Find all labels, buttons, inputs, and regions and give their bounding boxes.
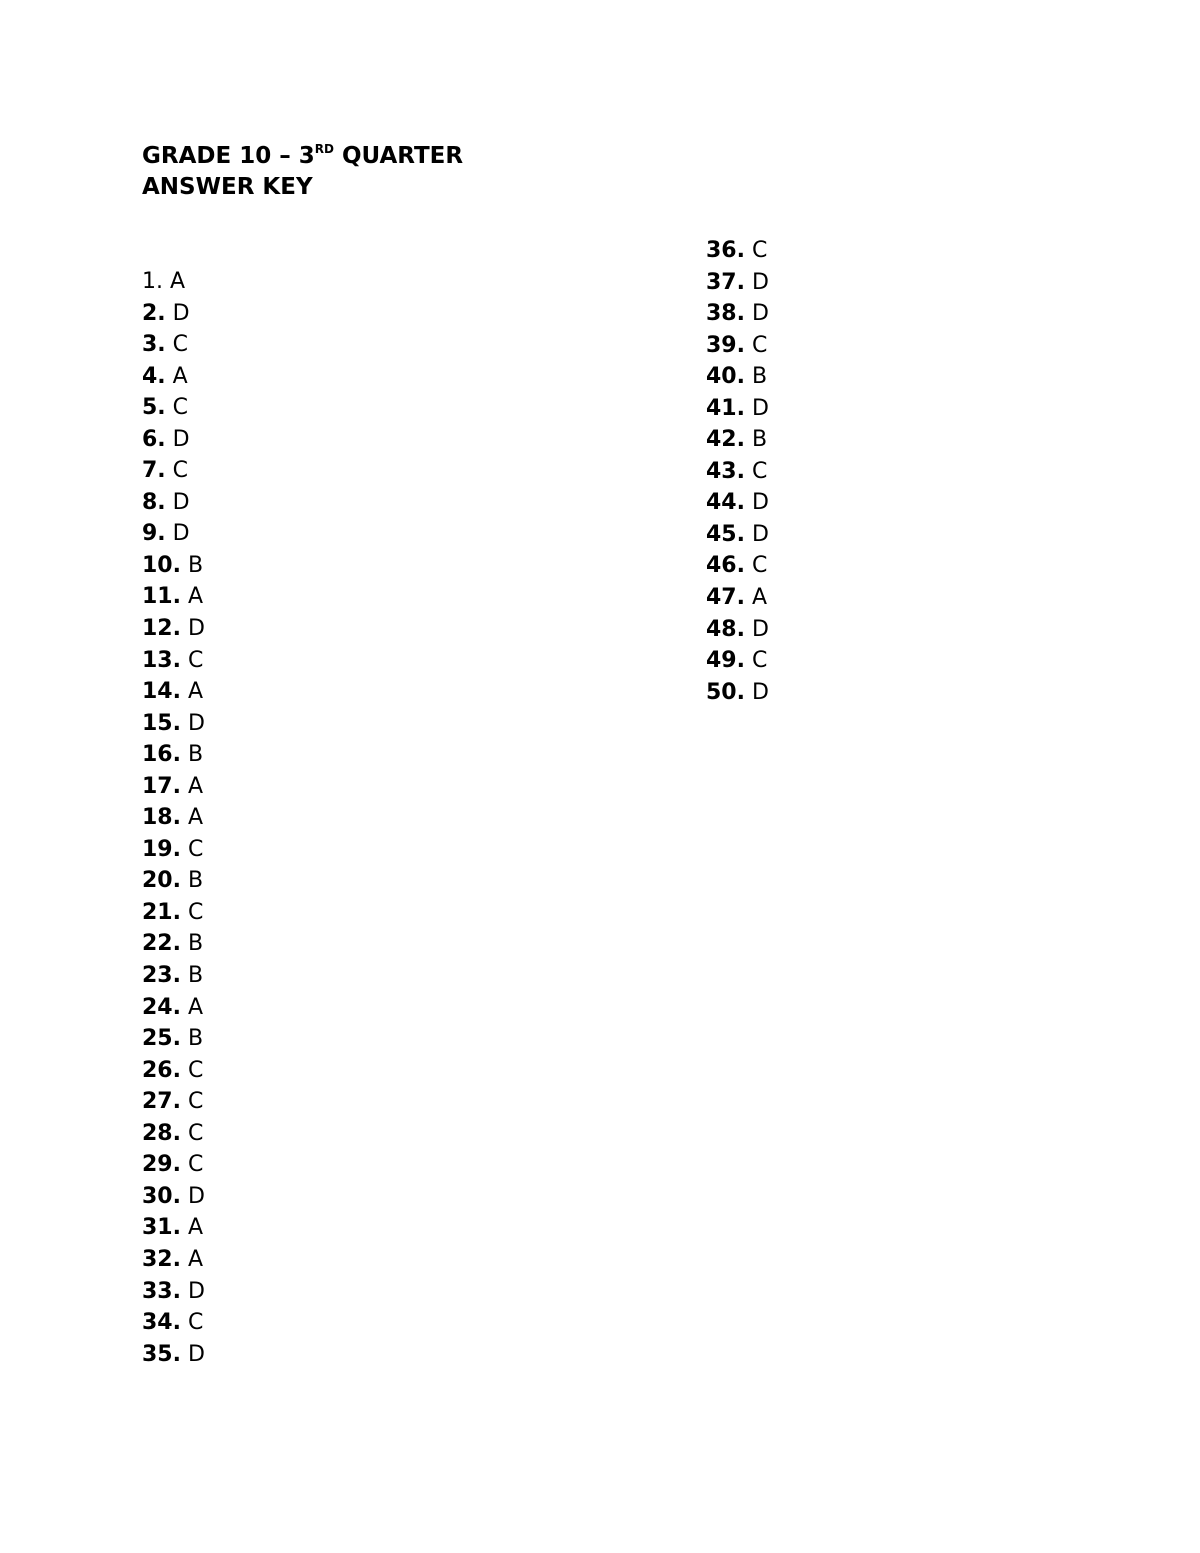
answer-item [706,487,769,519]
question-number: 35. [142,1341,181,1367]
answer-item [142,1244,205,1276]
question-number: 21. [142,899,181,925]
page-title [142,141,463,172]
question-number: 36. [706,238,745,263]
answer-letter: D [172,426,190,452]
question-number: 5. [142,395,166,421]
answer-item [142,802,205,834]
answer-item [706,330,769,362]
answer-letter: C [187,1310,204,1336]
answer-letter: D [751,395,769,421]
question-number: 20. [142,868,181,894]
answer-item [142,1086,205,1118]
answer-item [142,865,205,897]
question-number: 32. [142,1246,181,1272]
answer-letter: C [187,1089,204,1115]
question-number: 41. [706,395,745,421]
answer-item [706,267,769,299]
answer-letter: C [751,553,768,579]
question-number: 14. [142,679,181,705]
question-number: 3. [142,332,166,358]
answer-letter: D [172,300,190,326]
question-number: 4. [142,363,166,389]
answer-item [142,1276,205,1308]
answer-letter: A [751,585,768,611]
answer-item [142,581,205,613]
answer-letter: A [187,1215,204,1241]
answer-item [142,708,205,740]
question-number: 11. [142,584,181,610]
answer-letter: B [187,1026,204,1052]
title-ordinal-superscript: RD [314,142,334,156]
question-number: 18. [142,805,181,831]
answer-item [706,361,769,393]
question-number: 9. [142,521,166,547]
question-number: 43. [706,458,745,484]
answer-letter: D [187,710,205,736]
question-number: 45. [706,521,745,547]
answer-item [142,455,205,487]
answer-item [706,614,769,646]
answer-letter: A [187,805,204,831]
question-number: 49. [706,648,745,674]
page-subtitle: ANSWER KEY [142,174,313,200]
answer-item [142,1212,205,1244]
answer-item [142,613,205,645]
answer-item [142,361,205,393]
question-number: 50. [706,679,745,705]
question-number: 31. [142,1215,181,1241]
question-number: 40. [706,364,745,390]
answer-letter: A [187,773,204,799]
question-number: 38. [706,301,745,327]
answer-letter: C [172,332,189,358]
question-number: 26. [142,1057,181,1083]
answer-letter: A [170,269,186,294]
answer-item [142,298,205,330]
answer-item [142,424,205,456]
answer-item [142,1307,205,1339]
answer-letter: D [751,301,769,327]
answer-item [142,1181,205,1213]
answer-letter: C [751,238,768,263]
answer-letter: B [187,868,204,894]
answer-letter: D [172,521,190,547]
answer-item [142,992,205,1024]
answer-letter: B [751,364,768,390]
answer-letter: C [187,1152,204,1178]
answer-letter: D [172,489,190,515]
answer-item [142,739,205,771]
answer-letter: A [187,584,204,610]
answer-item [142,487,205,519]
answer-item [706,393,769,425]
answer-letter: D [751,616,769,642]
answer-item [142,928,205,960]
answer-item [706,519,769,551]
question-number: 16. [142,742,181,768]
answer-letter: C [187,1057,204,1083]
answer-letter: B [187,963,204,989]
answer-item [142,266,205,298]
question-number: 24. [142,994,181,1020]
answer-letter: C [751,648,768,674]
answer-letter: D [187,1183,205,1209]
answer-item [142,392,205,424]
answer-item [142,550,205,582]
answer-item [142,1149,205,1181]
answer-item [142,834,205,866]
question-number: 13. [142,647,181,673]
question-number: 34. [142,1310,181,1336]
answer-item [142,771,205,803]
answer-item [142,1118,205,1150]
answer-item [142,329,205,361]
answer-letter: C [751,458,768,484]
answer-item [706,235,769,267]
answer-item [706,456,769,488]
question-number: 44. [706,490,745,516]
answer-letter: C [187,647,204,673]
answer-item [142,518,205,550]
answer-letter: B [187,742,204,768]
question-number: 27. [142,1089,181,1115]
question-number: 6. [142,426,166,452]
answer-letter: C [172,395,189,421]
question-number: 19. [142,836,181,862]
question-number: 39. [706,332,745,358]
question-number: 8. [142,489,166,515]
answer-letter: A [187,994,204,1020]
question-number: 29. [142,1152,181,1178]
answer-item [142,960,205,992]
question-number: 22. [142,931,181,957]
answer-letter: A [172,363,188,389]
title-prefix: GRADE 10 – 3 [142,143,315,169]
answer-letter: D [187,1278,205,1304]
question-number: 25. [142,1026,181,1052]
answer-letter: D [187,616,205,642]
answer-item [142,1023,205,1055]
question-number: 28. [142,1120,181,1146]
question-number: 48. [706,616,745,642]
answer-letter: C [751,332,768,358]
answer-item [706,550,769,582]
answer-list-left [142,266,205,1370]
question-number: 7. [142,458,166,484]
answer-item [706,582,769,614]
question-number: 12. [142,616,181,642]
answer-letter: A [187,679,204,705]
answer-letter: C [187,1120,204,1146]
answer-letter: D [751,679,769,705]
question-number: 47. [706,585,745,611]
answer-letter: A [187,1246,204,1272]
answer-letter: D [751,521,769,547]
question-number: 17. [142,773,181,799]
answer-letter: B [187,552,204,578]
answer-list-right [706,235,769,708]
question-number: 1. [142,269,163,294]
answer-letter: C [172,458,189,484]
answer-letter: D [751,490,769,516]
answer-item [142,1055,205,1087]
answer-letter: C [187,836,204,862]
answer-item [142,645,205,677]
question-number: 33. [142,1278,181,1304]
question-number: 2. [142,300,166,326]
answer-item [706,677,769,709]
answer-letter: D [751,269,769,295]
answer-item [706,298,769,330]
answer-item [142,1339,205,1371]
question-number: 10. [142,552,181,578]
answer-item [706,645,769,677]
question-number: 37. [706,269,745,295]
title-suffix: QUARTER [333,143,464,169]
question-number: 46. [706,553,745,579]
answer-item [142,897,205,929]
answer-item [706,424,769,456]
question-number: 42. [706,427,745,453]
answer-item [142,676,205,708]
answer-letter: B [187,931,204,957]
question-number: 23. [142,963,181,989]
answer-letter: B [751,427,768,453]
question-number: 15. [142,710,181,736]
answer-letter: D [187,1341,205,1367]
question-number: 30. [142,1183,181,1209]
answer-letter: C [187,899,204,925]
